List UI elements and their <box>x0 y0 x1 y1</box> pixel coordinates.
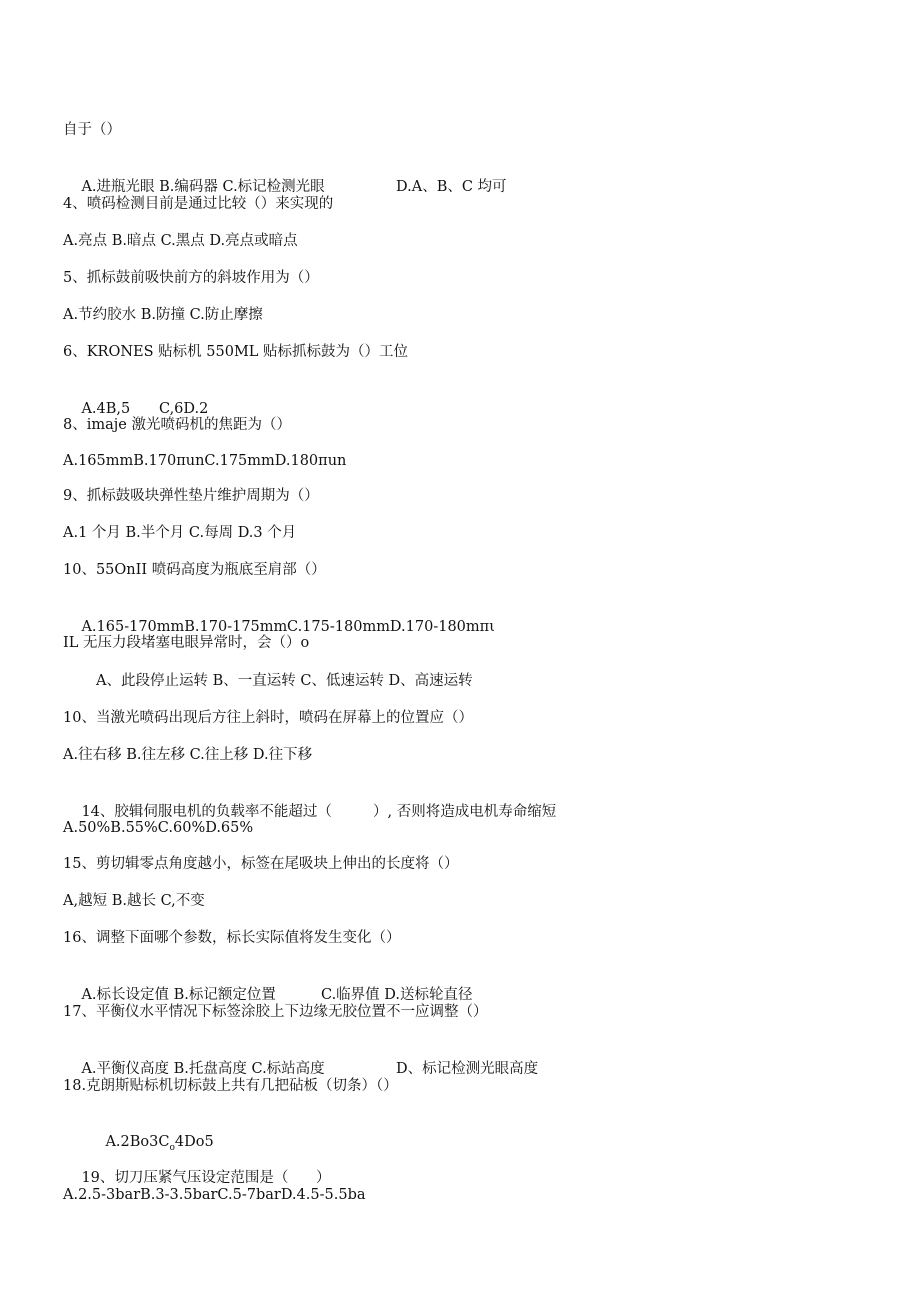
text-segment: ）, 否则将造成电机寿命缩短 <box>373 804 557 820</box>
text-segment: D、标记检测光眼高度 <box>396 1061 539 1077</box>
text-segment: 4Do5 <box>174 1134 214 1150</box>
text-segment: A.标长设定值 B.标记额定位置 <box>81 987 276 1003</box>
options-line: A.50%B.55%C.60%D.65% <box>63 820 254 836</box>
text-segment: D.A、B、C 均可 <box>396 179 507 195</box>
options-line: A,越短 B.越长 C,不变 <box>63 893 205 909</box>
options-line: A.节约胶水 B.防撞 C.防止摩擦 <box>63 307 263 323</box>
question-line: 17、平衡仪水平情况下标签涂胶上下边缘无胶位置不一应调整（） <box>63 1004 488 1020</box>
text-segment: A.4B,5 <box>81 401 131 417</box>
text-segment: A.进瓶光眼 B.编码器 C.标记检测光眼 <box>81 179 325 195</box>
text-segment: A.平衡仪高度 B.托盘高度 C.标站高度 <box>81 1061 325 1077</box>
options-line: A.1 个月 B.半个月 C.每周 D.3 个月 <box>63 525 297 541</box>
question-line: 18.克朗斯贴标机切标鼓上共有几把砧板（切条）（） <box>63 1078 398 1094</box>
question-line: 10、当激光喷码出现后方往上斜时，喷码在屏幕上的位置应（） <box>63 710 473 726</box>
question-line: 16、调整下面哪个参数，标长实际值将发生变化（） <box>63 930 401 946</box>
question-line: 4、喷码检测目前是通过比较（）来实现的 <box>63 196 334 212</box>
text-segment: A.2Bo3C <box>105 1134 170 1150</box>
text-segment: A.165-170mmB.170-175mm <box>81 619 288 635</box>
text-segment: 14、胶辑伺服电机的负载率不能超过（ <box>81 804 332 820</box>
question-line: 6、KRONES 贴标机 550ML 贴标抓标鼓为（）工位 <box>63 344 409 360</box>
question-line: 15、剪切辑零点角度越小，标签在尾吸块上伸出的长度将（） <box>63 856 459 872</box>
text-line: 自于（） <box>63 122 121 138</box>
text-segment: 19、切刀压紧气压设定范围是（ <box>81 1170 289 1186</box>
question-line: 10、55OnII 喷码高度为瓶底至肩部（） <box>63 562 326 578</box>
options-line: A.165mmB.170πunC.175mmD.180πun <box>63 453 347 469</box>
question-line: 9、抓标鼓吸块弹性垫片维护周期为（） <box>63 488 319 504</box>
text-segment: C,6D.2 <box>159 401 209 417</box>
question-line: 5、抓标鼓前吸快前方的斜坡作用为（） <box>63 270 319 286</box>
options-line: A、此段停止运转 B、一直运转 C、低速运转 D、高速运转 <box>96 673 473 689</box>
question-line: IL 无压力段堵塞电眼异常时，会（）o <box>63 635 310 651</box>
options-line: A.2.5-3barB.3-3.5barC.5-7barD.4.5-5.5ba <box>63 1187 366 1203</box>
text-segment: ） <box>316 1170 331 1186</box>
text-segment: C.临界值 D.送标轮直径 <box>321 987 473 1003</box>
text-segment: C.175-180mmD.170-180mπι <box>287 619 495 635</box>
options-line: A.亮点 B.暗点 C.黑点 D.亮点或暗点 <box>63 233 298 249</box>
options-line: A.往右移 B.往左移 C.往上移 D.往下移 <box>63 747 313 763</box>
subscript-segment: o <box>169 1143 175 1153</box>
question-line: 8、imaje 激光喷码机的焦距为（） <box>63 417 291 433</box>
